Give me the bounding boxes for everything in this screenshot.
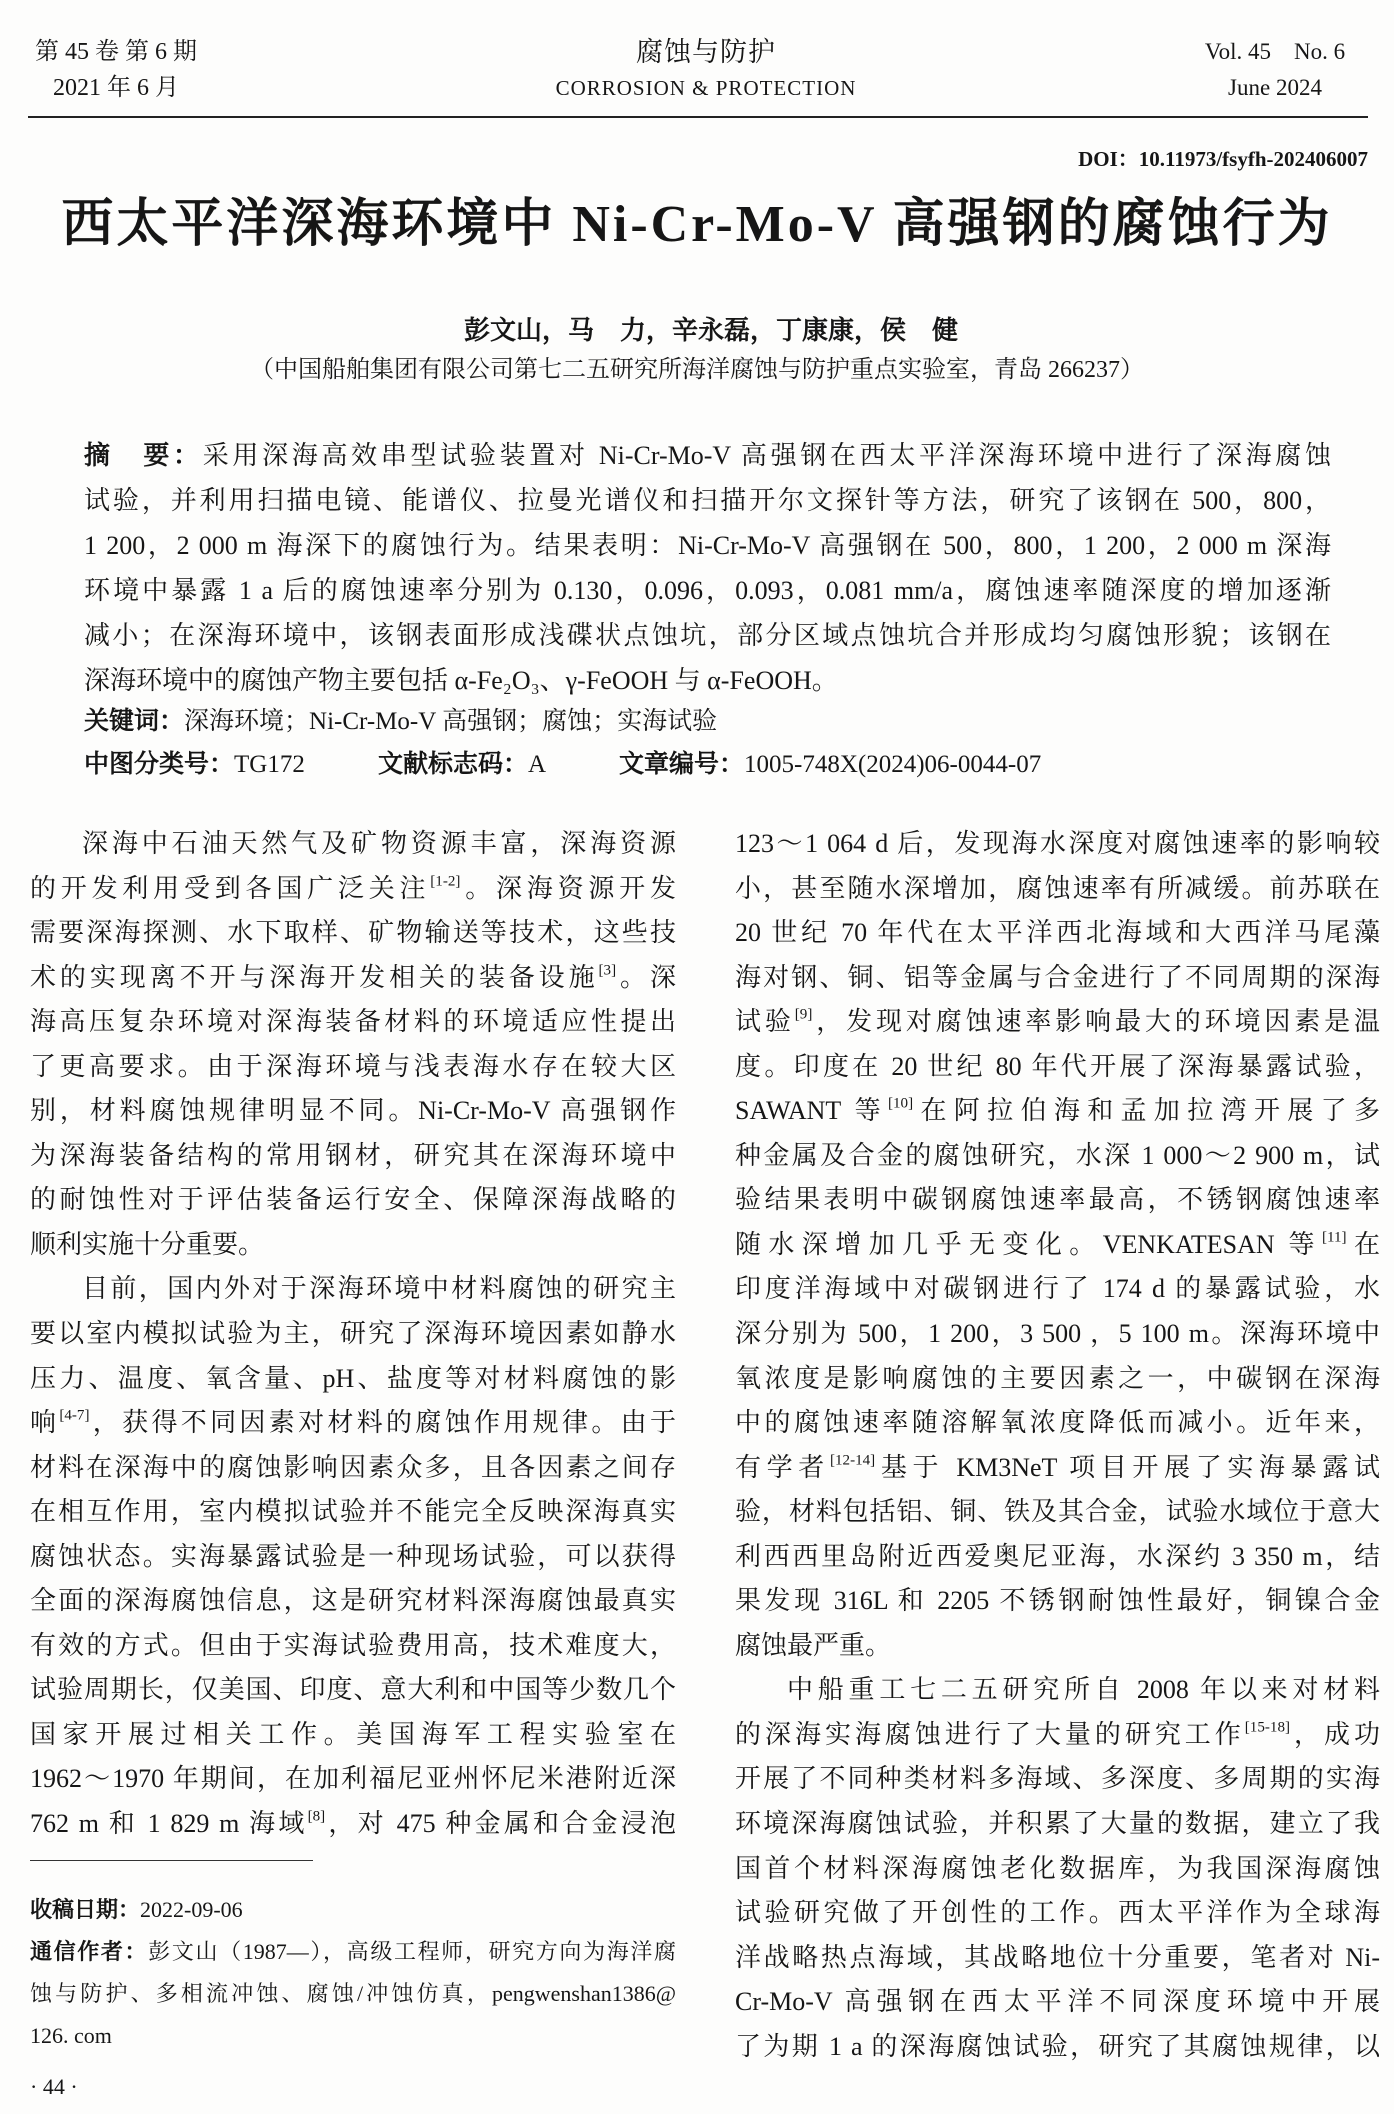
document-code: [378, 742, 546, 787]
left-column-line: 材料在深海中的腐蚀影响因素众多，且各因素之间存: [30, 1452, 676, 1482]
left-column-line: 深海中石油天然气及矿物资源丰富，深海资源: [82, 829, 676, 858]
line-text: ，对 475 种金属和合金浸泡: [325, 1809, 676, 1839]
left-column-line: [30, 1401, 676, 1446]
body-right-column: [735, 822, 1380, 2069]
right-column-line: 开展了不同种类材料多海域、多深度、多周期的实海: [735, 1764, 1380, 1794]
header-rule: [28, 116, 1368, 118]
line-text: 的深海实海腐蚀进行了大量的研究工作: [735, 1719, 1245, 1749]
left-column-line: 有效的方式。但由于实海试验费用高，技术难度大，: [30, 1630, 676, 1660]
running-header-center: [456, 34, 956, 106]
right-column-line: 验结果表明中碳钢腐蚀速率最高，不锈钢腐蚀速率: [735, 1185, 1380, 1215]
right-column-line: 腐蚀最严重。: [735, 1630, 892, 1660]
line-text: SAWANT 等: [735, 1096, 888, 1126]
line-text: 试验: [735, 1007, 795, 1037]
line-text: 。深: [616, 962, 676, 992]
issue-volume-en: Vol. 45 No. 6: [1204, 39, 1346, 64]
abstract-text: 采用深海高效串型试验装置对 Ni-Cr-Mo-V 高强钢在西太平洋深海环境中进行了深海腐蚀: [202, 441, 1331, 470]
right-column-line: 验，材料包括铝、铜、铁及其合金，试验水域位于意大: [735, 1497, 1380, 1527]
footnote: [30, 1889, 676, 2057]
left-column-line: 海高压复杂环境对深海装备材料的环境适应性提出: [30, 1007, 676, 1037]
document-code-label: 文献标志码：: [378, 749, 529, 778]
citation: [10]: [887, 1095, 914, 1112]
received-label: 收稿日期：: [30, 1898, 141, 1923]
authors: 彭文山，马 力，辛永磊，丁康康，侯 健: [463, 316, 958, 345]
right-column-line: 果发现 316L 和 2205 不锈钢耐蚀性最好，铜镍合金: [735, 1586, 1380, 1616]
right-column-line: Cr-Mo-V 高强钢在西太平洋不同深度环境中开展: [735, 1987, 1380, 2017]
left-column-line: 了更高要求。由于深海环境与浅表海水存在较大区: [30, 1051, 676, 1081]
left-column-line: [30, 1802, 676, 1847]
left-column-line: 在相互作用，室内模拟试验并不能完全反映深海真实: [30, 1497, 676, 1527]
line-text: 。深海资源开发: [460, 873, 676, 903]
line-text: ，获得不同因素对材料的腐蚀作用规律。由于: [89, 1408, 676, 1438]
citation: [9]: [794, 1006, 813, 1023]
journal-name-cn: 腐蚀与防护: [636, 37, 776, 67]
left-column-line: 国家开展过相关工作。美国海军工程实验室在: [30, 1719, 676, 1749]
line-text: 在阿拉伯海和孟加拉湾开展了多: [913, 1096, 1380, 1126]
keywords: [84, 699, 717, 744]
abstract-line: 减小；在深海环境中，该钢表面形成浅碟状点蚀坑，部分区域点蚀坑合并形成均匀腐蚀形貌；该钢在: [84, 621, 1331, 650]
line-text: 762 m 和 1 829 m 海域: [30, 1809, 308, 1839]
page-number: · 44 ·: [30, 2074, 78, 2099]
left-column-line: 试验周期长，仅美国、印度、意大利和中国等少数几个: [30, 1675, 676, 1705]
right-column-line: [735, 1000, 1380, 1045]
right-column-line: 种金属及合金的腐蚀研究，水深 1 000～2 900 m，试: [735, 1140, 1380, 1170]
line-text: 术的实现离不开与深海开发相关的装备设施: [30, 962, 599, 992]
abstract: [84, 433, 1331, 703]
citation: [3]: [598, 962, 617, 979]
citation: [1-2]: [430, 873, 461, 890]
body-left-column: [30, 822, 676, 1847]
line-text: 在: [1346, 1229, 1380, 1259]
abstract-label: 摘 要：: [84, 441, 203, 471]
line-text: 的开发利用受到各国广泛关注: [30, 873, 431, 903]
issue-volume: 第 45 卷 第 6 期: [35, 39, 197, 65]
right-column-line: 环境深海腐蚀试验，并积累了大量的数据，建立了我: [735, 1809, 1380, 1839]
journal-name-en: CORROSION & PROTECTION: [555, 76, 857, 100]
right-column-line: [735, 1446, 1380, 1491]
abstract-line: 深海环境中的腐蚀产物主要包括 α-Fe₂O₃、γ-FeOOH 与 α-FeOOH。: [84, 666, 838, 695]
article-number-value: 1005-748X(2024)06-0044-07: [744, 751, 1042, 778]
citation: [4-7]: [59, 1407, 90, 1424]
right-column-line: [735, 1223, 1380, 1268]
abstract-line: 环境中暴露 1 a 后的腐蚀速率分别为 0.130，0.096，0.093，0.081 mm/a，腐蚀速率随深度的增加逐渐: [84, 576, 1331, 605]
right-column-line: 20 世纪 70 年代在太平洋西北海域和大西洋马尾藻: [735, 918, 1380, 948]
right-column-line: 中船重工七二五研究所自 2008 年以来对材料: [787, 1675, 1380, 1705]
left-column-line: 需要深海探测、水下取样、矿物输送等技术，这些技: [30, 918, 676, 948]
right-column-line: [735, 1089, 1380, 1134]
corresponding-author-line: 蚀与防护、多相流冲蚀、腐蚀/冲蚀仿真，pengwenshan1386@: [30, 1981, 676, 2006]
keywords-label: 关键词：: [84, 706, 185, 735]
line-text: 基于 KM3NeT 项目开展了实海暴露试: [875, 1452, 1380, 1482]
issue-date-cn: 2021 年 6 月: [53, 75, 179, 101]
right-column-line: 中的腐蚀速率随溶解氧浓度降低而减小。近年来，: [735, 1408, 1380, 1438]
left-column-line: [30, 867, 676, 912]
abstract-line: [84, 433, 1331, 478]
citation: [15-18]: [1244, 1719, 1291, 1736]
right-column-line: 度。印度在 20 世纪 80 年代开展了深海暴露试验，: [735, 1051, 1380, 1081]
left-column-line: 为深海装备结构的常用钢材，研究其在深海环境中: [30, 1140, 676, 1170]
line-text: ，发现对腐蚀速率影响最大的环境因素是温: [812, 1007, 1380, 1037]
corresponding-author-text: 彭文山（1987—），高级工程师，研究方向为海洋腐: [148, 1939, 676, 1964]
right-column-line: 小，甚至随水深增加，腐蚀速率有所减缓。前苏联在: [735, 873, 1380, 903]
left-column-line: 别，材料腐蚀规律明显不同。Ni-Cr-Mo-V 高强钢作: [30, 1096, 676, 1126]
corresponding-author-line: [30, 1931, 676, 1973]
right-column-line: 深分别为 500，1 200，3 500 ，5 100 m。深海环境中: [735, 1319, 1380, 1349]
citation: [11]: [1321, 1229, 1347, 1246]
right-column-line: 了为期 1 a 的深海腐蚀试验，研究了其腐蚀规律，以: [735, 2031, 1380, 2061]
left-column-line: 顺利实施十分重要。: [30, 1229, 265, 1259]
running-header-right: [1165, 34, 1385, 106]
left-column-line: 目前，国内外对于深海环境中材料腐蚀的研究主: [82, 1274, 676, 1304]
article-number: [619, 742, 1041, 787]
paper-title: 西太平洋深海环境中 Ni-Cr-Mo-V 高强钢的腐蚀行为: [61, 196, 1333, 253]
clc-number: [84, 742, 305, 787]
left-column-line: 全面的深海腐蚀信息，这是研究材料深海腐蚀最真实: [30, 1586, 676, 1616]
right-column-line: 123～1 064 d 后，发现海水深度对腐蚀速率的影响较: [735, 829, 1380, 858]
right-column-line: 氧浓度是影响腐蚀的主要因素之一，中碳钢在深海: [735, 1363, 1380, 1393]
abstract-line: 1 200，2 000 m 海深下的腐蚀行为。结果表明：Ni-Cr-Mo-V 高强钢在 500，800，1 200，2 000 m 深海: [84, 531, 1331, 560]
running-header-left: [16, 34, 216, 106]
line-text: ，成功: [1290, 1719, 1380, 1749]
line-text: 响: [30, 1408, 60, 1438]
article-number-label: 文章编号：: [619, 749, 745, 778]
left-column-line: 的耐蚀性对于评估装备运行安全、保障深海战略的: [30, 1185, 676, 1215]
right-column-line: 印度洋海域中对碳钢进行了 174 d 的暴露试验，水: [735, 1274, 1380, 1304]
line-text: 有学者: [735, 1452, 830, 1482]
clc-value: TG172: [234, 751, 305, 778]
affiliation: （中国船舶集团有限公司第七二五研究所海洋腐蚀与防护重点实验室，青岛 266237）: [250, 357, 1144, 383]
right-column-line: 试验研究做了开创性的工作。西太平洋作为全球海: [735, 1898, 1380, 1928]
left-column-line: 1962～1970 年期间，在加利福尼亚州怀尼米港附近深: [30, 1764, 676, 1794]
corresponding-author-line: 126. com: [30, 2023, 112, 2048]
document-code-value: A: [528, 751, 547, 778]
right-column-line: 利西西里岛附近西爱奥尼亚海，水深约 3 350 m，结: [735, 1541, 1380, 1571]
clc-label: 中图分类号：: [84, 749, 235, 778]
right-column-line: 国首个材料深海腐蚀老化数据库，为我国深海腐蚀: [735, 1853, 1380, 1883]
footnote-rule: [30, 1860, 313, 1861]
issue-date-en: June 2024: [1228, 75, 1322, 100]
line-text: 随水深增加几乎无变化。VENKATESAN 等: [735, 1229, 1322, 1259]
keywords-text: 深海环境；Ni-Cr-Mo-V 高强钢；腐蚀；实海试验: [184, 708, 718, 735]
left-column-line: [30, 956, 676, 1001]
left-column-line: 要以室内模拟试验为主，研究了深海环境因素如静水: [30, 1319, 676, 1349]
doi: DOI：10.11973/fsyfh-202406007: [1078, 147, 1368, 171]
abstract-line: 试验，并利用扫描电镜、能谱仪、拉曼光谱仪和扫描开尔文探针等方法，研究了该钢在 500，800，: [84, 486, 1331, 515]
right-column-line: 洋战略热点海域，其战略地位十分重要，笔者对 Ni-: [735, 1942, 1380, 1972]
right-column-line: [735, 1713, 1380, 1758]
left-column-line: 腐蚀状态。实海暴露试验是一种现场试验，可以获得: [30, 1541, 676, 1571]
received-date: [30, 1889, 676, 1931]
citation: [8]: [307, 1808, 326, 1825]
received-value: 2022-09-06: [140, 1897, 243, 1922]
left-column-line: 压力、温度、氧含量、pH、盐度等对材料腐蚀的影: [30, 1363, 676, 1393]
right-column-line: 海对钢、铜、铝等金属与合金进行了不同周期的深海: [735, 962, 1380, 992]
corresponding-author-label: 通信作者：: [30, 1940, 149, 1965]
citation: [12-14]: [829, 1452, 876, 1469]
